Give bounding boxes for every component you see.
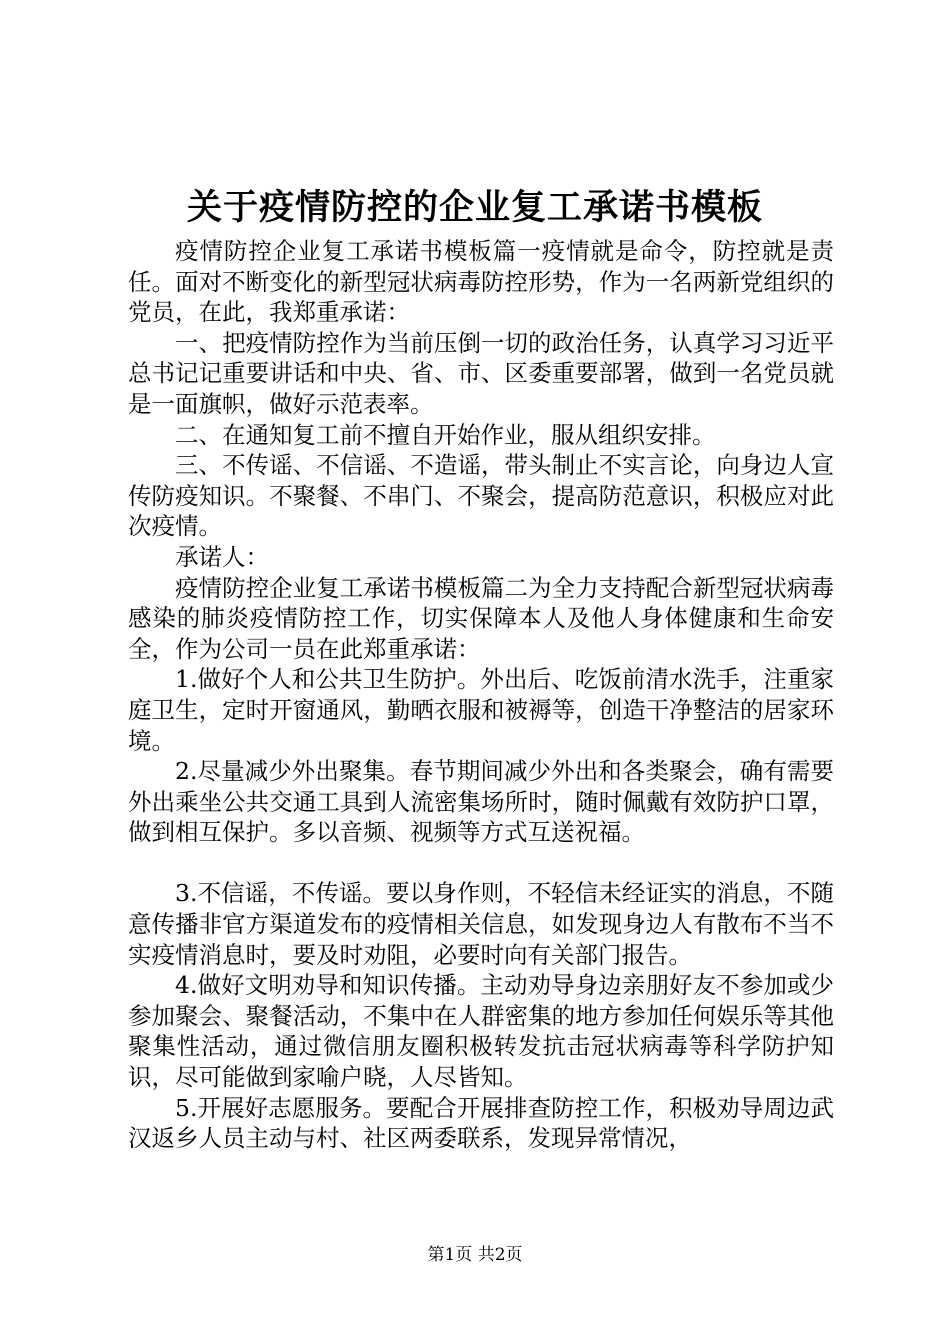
paragraph: 1.做好个人和公共卫生防护。外出后、吃饭前清水洗手，注重家庭卫生，定时开窗通风，勤晒衣服和被褥等，创造干净整洁的居家环境。 [128, 665, 834, 755]
paragraph: 二、在通知复工前不擅自开始作业，服从组织安排。 [175, 420, 716, 449]
document-title: 关于疫情防控的企业复工承诺书模板 [186, 187, 763, 228]
paragraph: 2.尽量减少外出聚集。春节期间减少外出和各类聚会，确有需要外出乘坐公共交通工具到人流密集场所时，随时佩戴有效防护口罩，做到相互保护。多以音频、视频等方式互送祝福。 [128, 757, 834, 847]
paragraph: 三、不传谣、不信谣、不造谣，带头制止不实言论，向身边人宣传防疫知识。不聚餐、不串门、不聚会，提高防范意识，积极应对此次疫情。 [128, 451, 834, 541]
document-body [128, 236, 834, 1154]
paragraph: 4.做好文明劝导和知识传播。主动劝导身边亲朋好友不参加或少参加聚会、聚餐活动，不集中在人群密集的地方参加任何娱乐等其他聚集性活动，通过微信朋友圈积极转发抗击冠状病毒等科学防护知识，尽可能做到家喻户晓，人尽皆知。 [128, 971, 834, 1092]
paragraph: 承诺人： [175, 542, 269, 571]
page-number-footer: 第1页 共2页 [427, 1245, 523, 1265]
paragraph: 疫情防控企业复工承诺书模板篇一疫情就是命令，防控就是责任。面对不断变化的新型冠状病毒防控形势，作为一名两新党组织的党员，在此，我郑重承诺： [128, 237, 834, 327]
paragraph: 疫情防控企业复工承诺书模板篇二为全力支持配合新型冠状病毒感染的肺炎疫情防控工作，切实保障本人及他人身体健康和生命安全，作为公司一员在此郑重承诺： [128, 573, 834, 663]
paragraph: 一、把疫情防控作为当前压倒一切的政治任务，认真学习习近平总书记记重要讲话和中央、省、市、区委重要部署，做到一名党员就是一面旗帜，做好示范表率。 [128, 328, 834, 418]
paragraph: 3.不信谣，不传谣。要以身作则，不轻信未经证实的消息，不随意传播非官方渠道发布的疫情相关信息，如发现身边人有散布不当不实疫情消息时，要及时劝阻，必要时向有关部门报告。 [128, 879, 834, 969]
paragraph: 5.开展好志愿服务。要配合开展排查防控工作，积极劝导周边武汉返乡人员主动与村、社区两委联系，发现异常情况， [128, 1093, 834, 1153]
